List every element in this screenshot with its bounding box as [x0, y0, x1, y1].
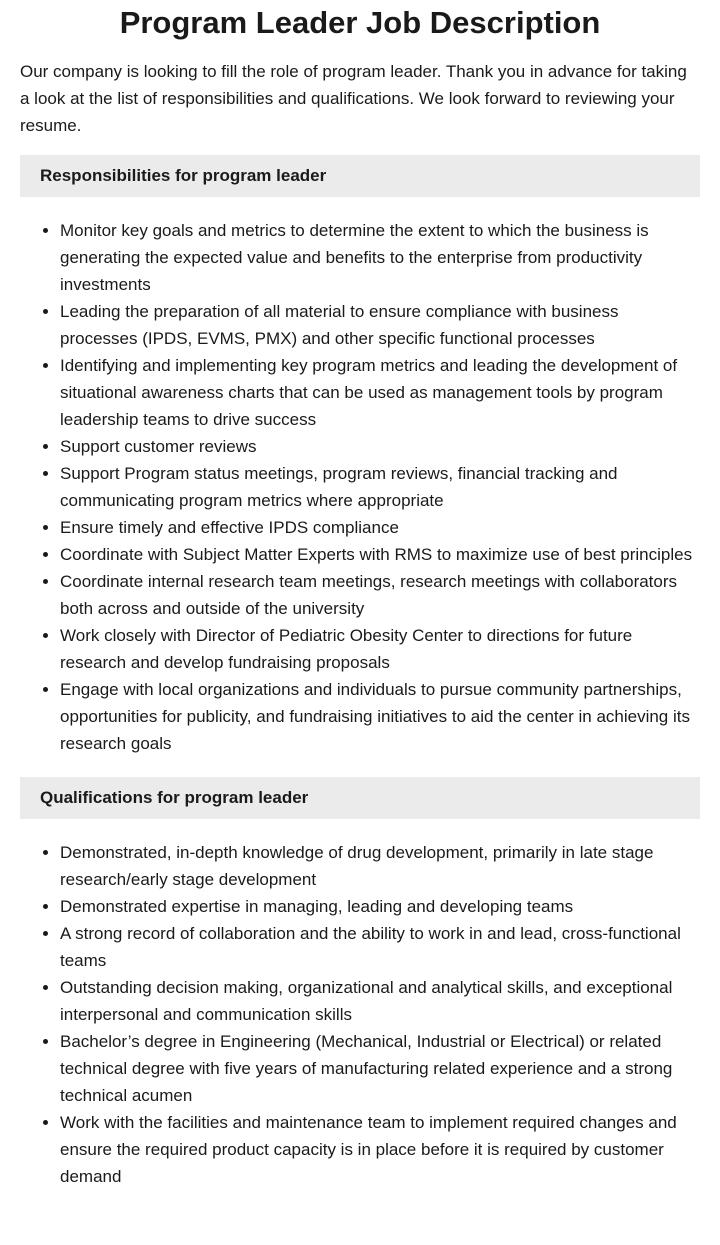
qualifications-heading: Qualifications for program leader [20, 777, 700, 819]
list-item: • Identifying and implementing key program metrics and leading the development of situational awareness charts that can be used as management tools by program leadership teams to drive success [60, 352, 700, 433]
list-item: • Leading the preparation of all material to ensure compliance with business processes (IPDS, EVMS, PMX) and other specific functional processes [60, 298, 700, 352]
list-item: • Coordinate internal research team meetings, research meetings with collaborators both across and outside of the university [60, 568, 700, 622]
intro-text: Our company is looking to fill the role of program leader. Thank you in advance for taking a look at the list of responsibilities and qualifications. We look forward to reviewing your resume. [20, 62, 687, 135]
responsibilities-heading: Responsibilities for program leader [20, 155, 700, 197]
list-item: • Outstanding decision making, organizational and analytical skills, and exceptional interpersonal and communication skills [60, 974, 700, 1028]
list-item: • Demonstrated expertise in managing, leading and developing teams [60, 893, 700, 920]
qualifications-list [20, 839, 700, 1190]
list-item: • Engage with local organizations and individuals to pursue community partnerships, opportunities for publicity, and fundraising initiatives to aid the center in achieving its research goals [60, 676, 700, 757]
list-item: • Coordinate with Subject Matter Experts with RMS to maximize use of best principles [60, 541, 700, 568]
list-item: • Work with the facilities and maintenance team to implement required changes and ensure the required product capacity is in place before it is required by customer demand [60, 1109, 700, 1190]
list-item: • Support Program status meetings, program reviews, financial tracking and communicating program metrics where appropriate [60, 460, 700, 514]
list-item: • Support customer reviews [60, 433, 700, 460]
list-item: • A strong record of collaboration and the ability to work in and lead, cross-functional teams [60, 920, 700, 974]
list-item: • Monitor key goals and metrics to determine the extent to which the business is generating the expected value and benefits to the enterprise from productivity investments [60, 217, 700, 298]
responsibilities-list [20, 217, 700, 757]
list-item: • Work closely with Director of Pediatric Obesity Center to directions for future research and develop fundraising proposals [60, 622, 700, 676]
list-item: • Ensure timely and effective IPDS compliance [60, 514, 700, 541]
page-title: Program Leader Job Description [119, 5, 601, 40]
list-item: • Bachelor’s degree in Engineering (Mechanical, Industrial or Electrical) or related technical degree with five years of manufacturing related experience and a strong technical acumen [60, 1028, 700, 1109]
list-item: • Demonstrated, in-depth knowledge of drug development, primarily in late stage research/early stage development [60, 839, 700, 893]
